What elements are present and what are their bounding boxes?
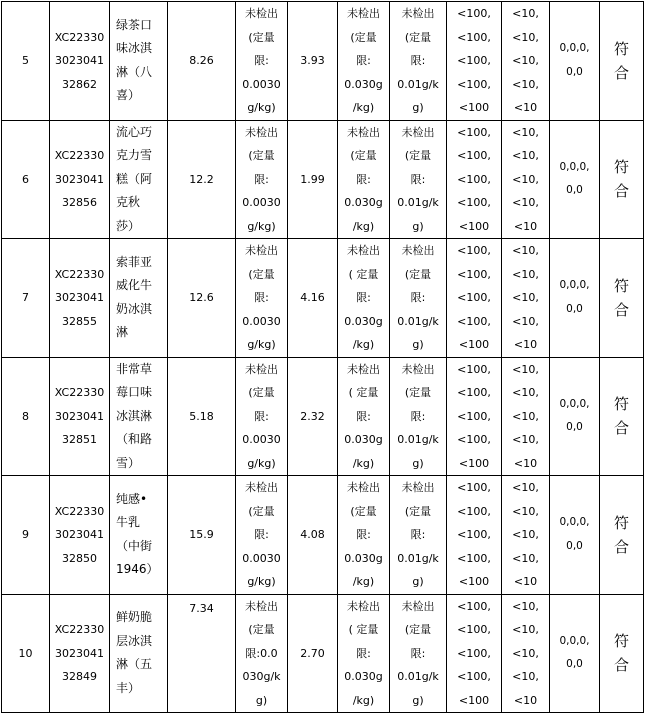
verdict-cell: [600, 594, 644, 713]
detection-result-3-cell: [390, 357, 447, 476]
detection-result-3: 未检出 (定量 限: 0.01g/k g): [397, 481, 439, 588]
row-number-cell: [2, 476, 50, 595]
sample-id-cell: [50, 357, 110, 476]
row-number-cell: [2, 357, 50, 476]
row-number-cell: [2, 239, 50, 358]
zero-values: 0,0,0, 0,0: [559, 42, 590, 78]
limit-values-100-cell: [447, 2, 502, 121]
row-number-cell: [2, 594, 50, 713]
sample-id-cell: [50, 120, 110, 239]
detection-result-1-cell: [236, 357, 288, 476]
detection-result-2-cell: [338, 476, 390, 595]
zero-values-cell: [550, 120, 600, 239]
detection-result-2-cell: [338, 594, 390, 713]
row-number: 5: [22, 54, 29, 67]
verdict: 符 合: [613, 513, 629, 556]
verdict-cell: [600, 120, 644, 239]
row-number: 10: [18, 646, 33, 660]
measured-value-2-cell: [288, 2, 338, 121]
limit-values-100: <100, <100, <100, <100, <100: [457, 7, 491, 114]
sample-id-cell: [50, 2, 110, 121]
detection-result-1-cell: [236, 594, 288, 713]
measured-value-2: 4.08: [300, 528, 325, 541]
row-number: 7: [22, 291, 29, 304]
zero-values: 0,0,0, 0,0: [559, 516, 590, 552]
table-row: [2, 120, 644, 239]
detection-result-3-cell: [390, 594, 447, 713]
measured-value-1-cell: [168, 2, 236, 121]
detection-result-3: 未检出 (定量 限: 0.01g/k g): [397, 244, 439, 351]
sample-name-cell: [110, 239, 168, 358]
sample-name-cell: [110, 357, 168, 476]
limit-values-10: <10, <10, <10, <10, <10: [512, 7, 539, 114]
zero-values-cell: [550, 357, 600, 476]
measured-value-1: 12.6: [189, 291, 214, 304]
verdict-cell: [600, 239, 644, 358]
verdict-cell: [600, 357, 644, 476]
detection-result-2: 未检出 ( 定量 限: 0.030g /kg): [344, 599, 383, 707]
sample-name-cell: [110, 2, 168, 121]
measured-value-1: 8.26: [189, 54, 214, 67]
detection-result-2: 未检出 ( 定量 限: 0.030g /kg): [344, 362, 383, 470]
detection-result-1: 未检出 (定量 限:0.0 030g/k g): [242, 599, 281, 707]
limit-values-100: <100, <100, <100, <100, <100: [457, 362, 491, 470]
measured-value-1-cell: [168, 239, 236, 358]
limit-values-100-cell: [447, 120, 502, 239]
limit-values-10: <10, <10, <10, <10, <10: [512, 125, 539, 233]
sample-name: 索菲亚 威化牛 奶冰淇 淋: [116, 254, 153, 340]
detection-result-1-cell: [236, 2, 288, 121]
detection-result-3: 未检出 (定量 限: 0.01g/k g): [397, 7, 439, 114]
zero-values-cell: [550, 239, 600, 358]
detection-result-2-cell: [338, 2, 390, 121]
detection-result-1-cell: [236, 476, 288, 595]
detection-result-1: 未检出 (定量 限: 0.0030 g/kg): [242, 362, 281, 470]
row-number-cell: [2, 120, 50, 239]
limit-values-10: <10, <10, <10, <10, <10: [512, 362, 539, 470]
zero-values-cell: [550, 594, 600, 713]
limit-values-10-cell: [502, 120, 550, 239]
verdict: 符 合: [613, 395, 629, 438]
measured-value-2-cell: [288, 120, 338, 239]
limit-values-10: <10, <10, <10, <10, <10: [512, 599, 539, 707]
detection-result-1: 未检出 (定量 限: 0.0030 g/kg): [242, 7, 281, 114]
detection-result-2: 未检出 (定量 限: 0.030g /kg): [344, 7, 383, 114]
zero-values: 0,0,0, 0,0: [559, 397, 590, 434]
sample-name-cell: [110, 120, 168, 239]
measured-value-2: 2.32: [300, 409, 325, 423]
detection-result-2-cell: [338, 120, 390, 239]
limit-values-10: <10, <10, <10, <10, <10: [512, 244, 539, 351]
sample-id: XC22330 3023041 32862: [54, 30, 105, 91]
sample-name: 非常草 莓口味 冰淇淋 （和路 雪）: [116, 361, 153, 470]
verdict: 符 合: [613, 632, 629, 675]
sample-id-cell: [50, 239, 110, 358]
detection-result-3-cell: [390, 476, 447, 595]
measured-value-1-cell: [168, 120, 236, 239]
verdict: 符 合: [613, 39, 629, 82]
detection-result-1: 未检出 (定量 限: 0.0030 g/kg): [242, 244, 281, 351]
detection-result-2: 未检出 ( 定量 限: 0.030g /kg): [344, 244, 383, 351]
measured-value-2-cell: [288, 357, 338, 476]
measured-value-1: 7.34: [189, 601, 214, 615]
detection-result-3: 未检出 (定量 限: 0.01g/k g): [397, 362, 439, 470]
limit-values-100-cell: [447, 239, 502, 358]
limit-values-100: <100, <100, <100, <100, <100: [457, 125, 491, 233]
limit-values-10-cell: [502, 594, 550, 713]
row-number-cell: [2, 2, 50, 121]
table-row: [2, 357, 644, 476]
measured-value-2-cell: [288, 476, 338, 595]
row-number: 9: [22, 528, 29, 541]
detection-result-1-cell: [236, 239, 288, 358]
zero-values: 0,0,0, 0,0: [559, 634, 590, 671]
sample-name-cell: [110, 476, 168, 595]
sample-id: XC22330 3023041 32855: [54, 267, 105, 328]
limit-values-10: <10, <10, <10, <10, <10: [512, 481, 539, 588]
limit-values-10-cell: [502, 357, 550, 476]
detection-result-2-cell: [338, 239, 390, 358]
measured-value-1: 15.9: [189, 528, 214, 541]
sample-name: 纯感• 牛乳 （中街 1946）: [116, 491, 159, 577]
sample-id-cell: [50, 594, 110, 713]
sample-id: XC22330 3023041 32850: [54, 504, 105, 565]
detection-result-2: 未检出 (定量 限: 0.030g /kg): [344, 481, 383, 588]
limit-values-100: <100, <100, <100, <100, <100: [457, 244, 491, 351]
verdict-cell: [600, 476, 644, 595]
detection-result-3-cell: [390, 239, 447, 358]
results-table-body: [2, 2, 644, 713]
table-row: [2, 239, 644, 358]
limit-values-10-cell: [502, 476, 550, 595]
sample-id: XC22330 3023041 32856: [54, 149, 105, 209]
measured-value-2: 1.99: [300, 172, 325, 186]
zero-values: 0,0,0, 0,0: [559, 279, 590, 315]
sample-id-cell: [50, 476, 110, 595]
zero-values-cell: [550, 476, 600, 595]
detection-result-1-cell: [236, 120, 288, 239]
table-row: [2, 476, 644, 595]
table-row: [2, 594, 644, 713]
limit-values-100-cell: [447, 594, 502, 713]
measured-value-1: 5.18: [189, 409, 214, 423]
limit-values-10-cell: [502, 239, 550, 358]
measured-value-2: 3.93: [300, 54, 325, 67]
detection-result-1: 未检出 (定量 限: 0.0030 g/kg): [242, 481, 281, 588]
measured-value-1-cell: [168, 476, 236, 595]
table-row: [2, 2, 644, 121]
measured-value-2-cell: [288, 239, 338, 358]
limit-values-100: <100, <100, <100, <100, <100: [457, 599, 491, 707]
measured-value-2: 2.70: [300, 646, 325, 660]
zero-values: 0,0,0, 0,0: [559, 160, 590, 197]
verdict-cell: [600, 2, 644, 121]
verdict: 符 合: [613, 158, 629, 201]
detection-result-3-cell: [390, 2, 447, 121]
detection-result-3: 未检出 (定量 限: 0.01g/k g): [397, 599, 439, 707]
limit-values-100-cell: [447, 357, 502, 476]
sample-id: XC22330 3023041 32849: [54, 623, 105, 683]
row-number: 6: [22, 172, 29, 186]
detection-result-1: 未检出 (定量 限: 0.0030 g/kg): [242, 125, 281, 233]
measured-value-2-cell: [288, 594, 338, 713]
sample-name: 绿茶口 味冰淇 淋（八 喜）: [116, 17, 153, 103]
measured-value-2: 4.16: [300, 291, 325, 304]
limit-values-100: <100, <100, <100, <100, <100: [457, 481, 491, 588]
measured-value-1: 12.2: [189, 172, 214, 186]
measured-value-1-cell: [168, 594, 236, 713]
sample-name: 鲜奶脆 层冰淇 淋（五 丰）: [116, 610, 153, 695]
sample-id: XC22330 3023041 32851: [54, 386, 105, 446]
detection-result-2: 未检出 (定量 限: 0.030g /kg): [344, 125, 383, 233]
measured-value-1-cell: [168, 357, 236, 476]
limit-values-100-cell: [447, 476, 502, 595]
sample-name-cell: [110, 594, 168, 713]
sample-name: 流心巧 克力雪 糕（阿 克秋 莎）: [116, 124, 153, 233]
row-number: 8: [22, 409, 29, 423]
zero-values-cell: [550, 2, 600, 121]
limit-values-10-cell: [502, 2, 550, 121]
detection-result-3-cell: [390, 120, 447, 239]
detection-result-2-cell: [338, 357, 390, 476]
results-table: [1, 1, 644, 713]
detection-result-3: 未检出 (定量 限: 0.01g/k g): [397, 125, 439, 233]
verdict: 符 合: [613, 276, 629, 319]
